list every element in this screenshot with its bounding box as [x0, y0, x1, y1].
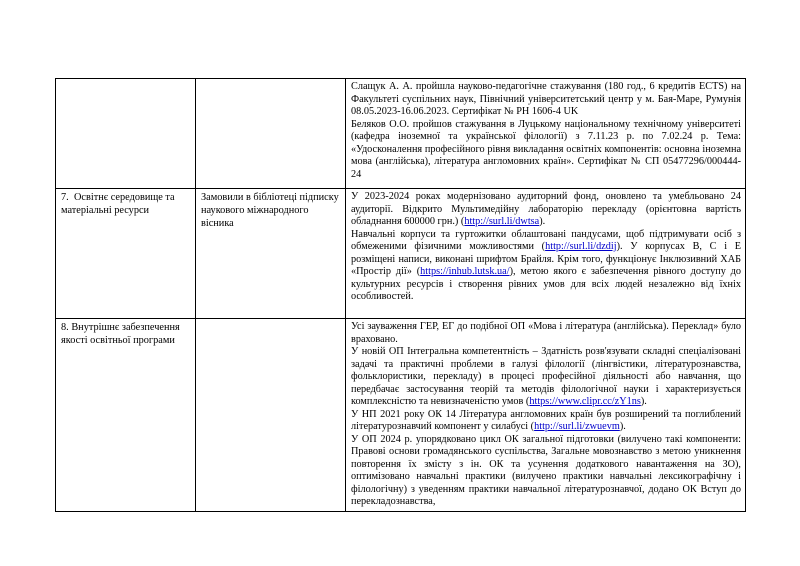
paragraph: Беляков О.О. пройшов стажування в Луцькому національному технічному університеті (кафедра іноземної та української філології) з 7.11.23 р. по 7.02.24 р. Тема: «Удосконалення професійного рівня викладання освітніх компонентів: основна іноземна мова (англійська), література англомовних країн». Сертифікат № СП 05477296/000444-24 [351, 118, 741, 180]
table-row [56, 79, 746, 189]
table-row [56, 189, 746, 319]
details-cell-7 [346, 189, 746, 319]
paragraph [351, 409, 741, 434]
details-cell-continuation [346, 79, 746, 189]
paragraph [351, 191, 741, 229]
paragraph: Слащук А. А. пройшла науково-педагогічне стажування (180 год., 6 кредитів ECTS) на Факультеті суспільних наук, Північний університетський центр у м. Бая-Маре, Румунія 08.05.2023-16.06.2023. Сертифікат № PH 1606-4 UK [351, 81, 741, 117]
paragraph [351, 434, 741, 509]
criteria-table [55, 78, 746, 512]
action-cell-7 [196, 189, 346, 319]
external-link[interactable]: http://surl.li/dwtsa [464, 216, 540, 227]
criterion-label-7: Освітнє середовище та матеріальні ресурси [61, 192, 175, 216]
criterion-label-8: Внутрішнє забезпечення якості освітньої програми [61, 322, 180, 346]
paragraph-text: У НП 2021 року ОК 14 Література англомовних країн був розширений та поглиблений літературознавчий компонент у силабусі (http://surl.li/zwuevm). [351, 408, 741, 432]
external-link[interactable]: https://inhub.lutsk.ua/ [420, 266, 510, 277]
paragraph-text: Навчальні корпуси та гуртожитки облаштовані пандусами, щоб підтримувати осіб з обмеженими фізичними можливостями (http://surl.li/dzdij). У корпусах В, С і Е розміщені написи, виконані шрифтом Брайля. Крім того, функціонує Інклюзивний ХАБ «Простір дії» (https://inhub.lutsk.ua/), метою якого є забезпечення рівного доступу до культурних ресурсів і створення рівних умов для всіх людей незалежно від їхніх особливостей. [351, 228, 742, 302]
paragraph-text: У 2023-2024 роках модернізовано аудиторний фонд, оновлено та умебльовано 24 аудиторії. Відкрито Мультимедійну лабораторію перекладу (орієнтовна вартість обладнання 600000 грн.) (http://surl.li/dwtsa). [351, 191, 741, 227]
paragraph [351, 346, 741, 409]
external-link[interactable]: http://surl.li/dzdij [545, 241, 617, 252]
external-link[interactable]: https://www.clipr.cc/zY1ns [529, 396, 641, 407]
details-content-7 [351, 191, 741, 304]
paragraph [351, 229, 741, 304]
criterion-text-8 [61, 321, 191, 347]
details-cell-8 [346, 319, 746, 512]
action-cell-8 [196, 319, 346, 512]
criterion-cell-8 [56, 319, 196, 512]
paragraph-text: У новій ОП Інтегральна компетентність – Здатність розв'язувати складні спеціалізовані задачі та практичні проблеми в галузі філології (лінгвістики, літературознавства, фольклористики, перекладу) в процесі професійної діяльності або навчання, що передбачає застосування теорій та методів філологічної науки і характеризується комплексністю та невизначеністю умов (https://www.clipr.cc/zY1ns). [351, 346, 741, 407]
paragraph-text: Усі зауваження ГЕР, ЕГ до подібної ОП «Мова і література (англійська). Переклад» було враховано. [351, 321, 741, 345]
action-cell-continuation [196, 79, 346, 189]
criterion-number-7: 7. [61, 192, 69, 203]
criterion-number-8: 8. [61, 322, 69, 333]
table-row [56, 319, 746, 512]
external-link[interactable]: http://surl.li/zwuevm [534, 421, 620, 432]
details-content-8 [351, 321, 741, 509]
criterion-text-7 [61, 191, 191, 217]
action-text-7: Замовили в бібліотеці підписку наукового міжнародного вісника [201, 192, 339, 229]
details-content-continuation [351, 81, 741, 181]
criterion-cell-continuation [56, 79, 196, 189]
paragraph-text: У ОП 2024 р. упорядковано цикл ОК загальної підготовки (вилучено такі компоненти: Правові основи громадянського суспільства, Загальне мовознавство з метою уникнення повторення їх змісту з ін. ОК та усунення додаткового навантаження на ЗО), оптимізовано навчальні практики (вилучено практики навчальні лексикографічну і філологічну) з уведенням практики навчальної літературознавчої, додано ОК Вступ до перекладознавства, [351, 433, 741, 507]
criterion-cell-7 [56, 189, 196, 319]
paragraph [351, 321, 741, 346]
